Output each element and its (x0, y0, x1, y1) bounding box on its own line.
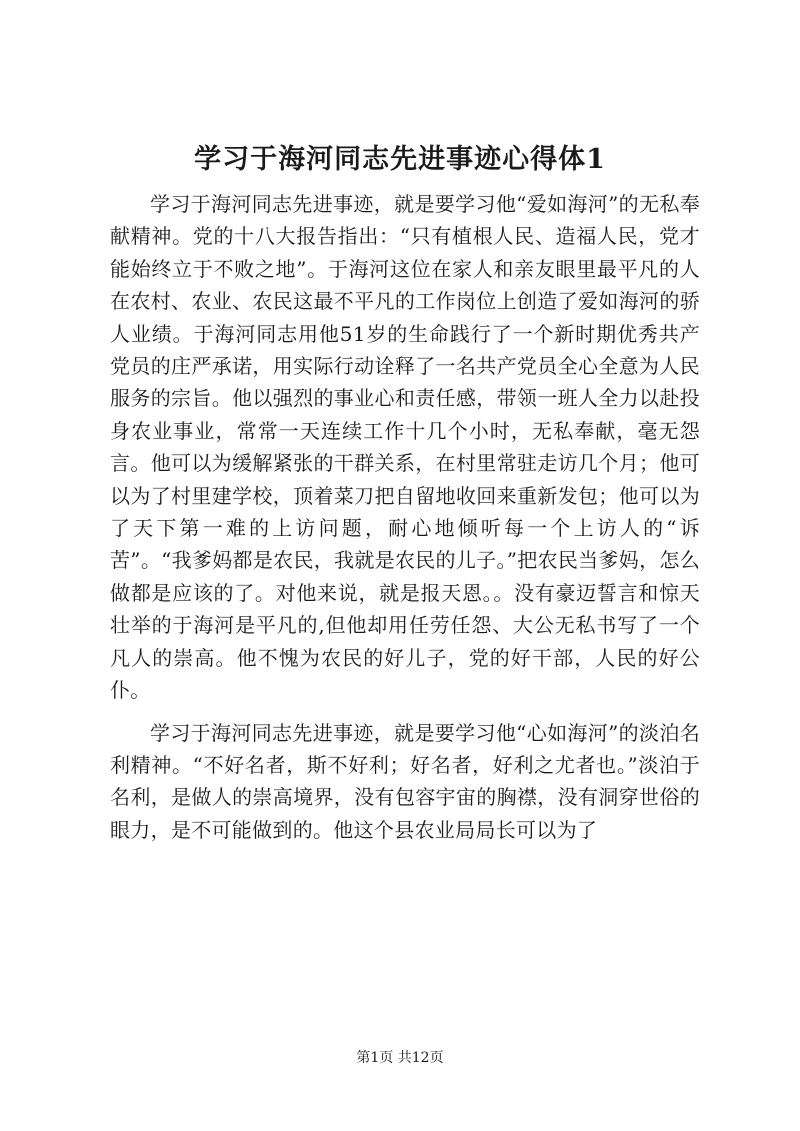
page-footer: 第1页 共12页 (356, 1050, 444, 1066)
paragraph-1: 学习于海河同志先进事迹，就是要学习他“爱如海河”的无私奉献精神。党的十八大报告指出：“只有植根人民、造福人民，党才能始终立于不败之地”。于海河这位在家人和亲友眼里最平凡的人在农村、农业、农民这最不平凡的工作岗位上创造了爱如海河的骄人业绩。于海河同志用他51岁的生命践行了一个新时期优秀共产党员的庄严承诺，用实际行动诠释了一名共产党员全心全意为人民服务的宗旨。他以强烈的事业心和责任感，带领一班人全力以赴投身农业事业，常常一天连续工作十几个小时，无私奉献，毫无怨言。他可以为缓解紧张的干群关系，在村里常驻走访几个月；他可以为了村里建学校，顶着菜刀把自留地收回来重新发包；他可以为了天下第一难的上访问题，耐心地倾听每一个上访人的“诉苦”。“我爹妈都是农民，我就是农民的儿子。”把农民当爹妈，怎么做都是应该的了。对他来说，就是报天恩。。没有豪迈誓言和惊天壮举的于海河是平凡的,但他却用任劳任怨、大公无私书写了一个凡人的崇高。他不愧为农民的好儿子，党的好干部，人民的好公仆。 (110, 192, 700, 703)
paragraph-2: 学习于海河同志先进事迹，就是要学习他“心如海河”的淡泊名利精神。“不好名者，斯不好利；好名者，好利之尤者也。”淡泊于名利，是做人的崇高境界，没有包容宇宙的胸襟，没有洞穿世俗的眼力，是不可能做到的。他这个县农业局局长可以为了 (110, 720, 700, 842)
document-body (110, 188, 700, 846)
document-title: 学习于海河同志先进事迹心得体1 (194, 144, 606, 175)
